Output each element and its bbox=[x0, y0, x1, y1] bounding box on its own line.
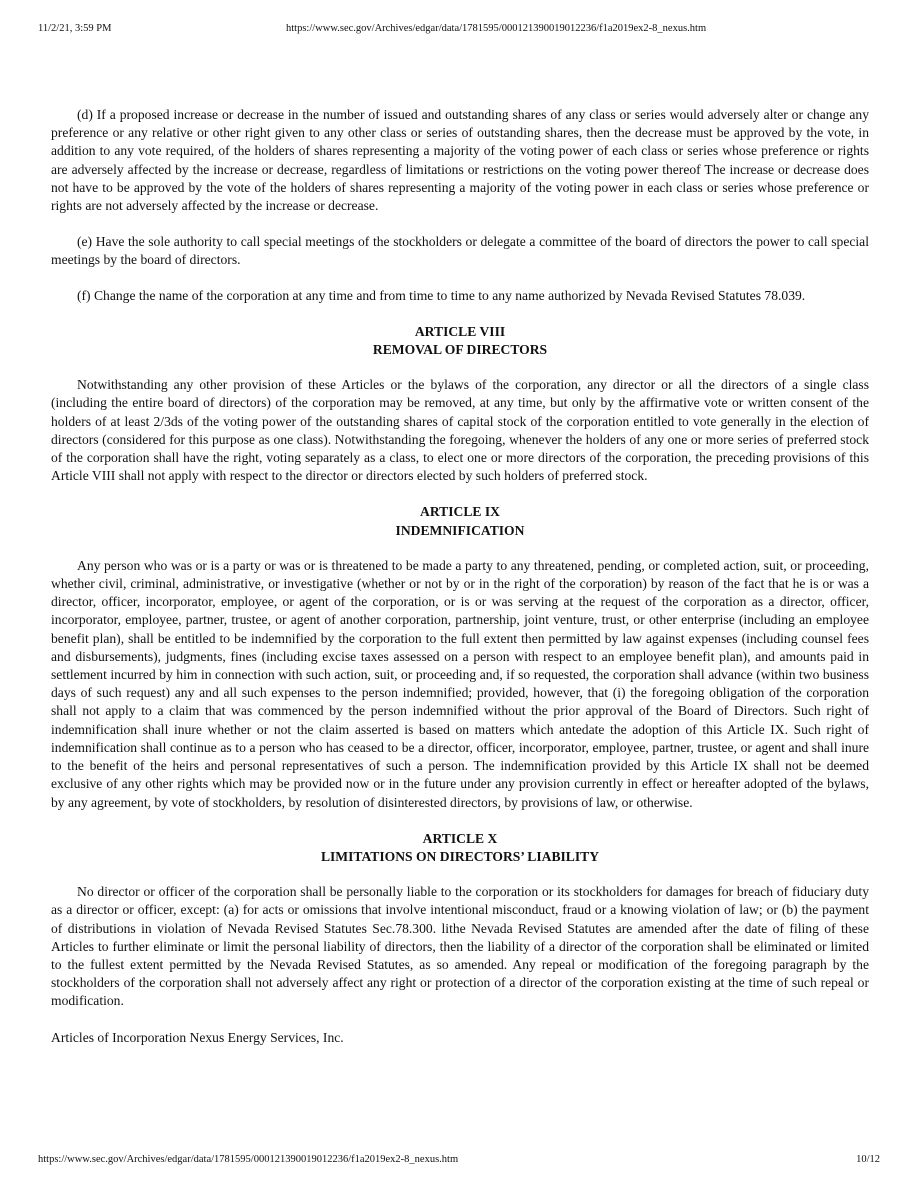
document-footer-text: Articles of Incorporation Nexus Energy Services, Inc. bbox=[51, 1029, 344, 1045]
article-x-body: No director or officer of the corporation shall be personally liable to the corporation or its stockholders for damages for breach of fiduciary duty as a director or officer, except: (a) for acts or omissions that involve intentional misconduct, fraud or a knowing violation of law; or (b) the payment of distributions in violation of Nevada Revised Statutes Sec.78.300. lithe Nevada Revised Statutes are amended after the date of filing of these Articles to further eliminate or limit the personal liability of directors, then the liability of a director of the corporation shall be eliminated or limited to the fullest extent permitted by the Nevada Revised Statutes, as so amended. Any repeal or modification of the foregoing paragraph by the stockholders of the corporation shall not adversely affect any right or protection of a director of the corporation existing at the time of such repeal or modification. bbox=[51, 884, 869, 1009]
paragraph-e: (e) Have the sole authority to call special meetings of the stockholders or delegate a committee of the board of directors the power to call special meetings by the board of directors. bbox=[51, 234, 869, 268]
article-viii-body: Notwithstanding any other provision of these Articles or the bylaws of the corporation, any director or all the directors of a single class (including the entire board of directors) of the corporation may be removed, at any time, but only by the affirmative vote or written consent of the holders of at least 2/3ds of the voting power of the outstanding shares of capital stock of the corporation entitled to vote generally in the election of directors (considered for this purpose as one class). Notwithstanding the foregoing, whenever the holders of any one or more series of preferred stock of the corporation shall have the right, voting separately as a class, to elect one or more directors of the corporation, the preceding provisions of this Article VIII shall not apply with respect to the director or directors elected by such holders of preferred stock. bbox=[51, 377, 869, 484]
article-x-heading bbox=[51, 830, 869, 866]
article-ix-body: Any person who was or is a party or was or is threatened to be made a party to any threatened, pending, or completed action, suit, or proceeding, whether civil, criminal, administrative, or investigative (whether or not by or in the right of the corporation) by reason of the fact that he is or was a director, officer, incorporator, employee, or agent of the corporation, or is or was serving at the request of the corporation as a director, officer, incorporator, employee, partner, trustee, or agent of another corporation, partnership, joint venture, trust, or other enterprise (including an employee benefit plan), shall be entitled to be indemnified by the corporation to the full extent then permitted by law against expenses (including counsel fees and disbursements), judgments, fines (including excise taxes assessed on a person with respect to an employee benefit plan), and amounts paid in settlement incurred by him in connection with such action, suit, or proceeding and, if so requested, the corporation shall advance (within two business days of such request) any and all such expenses to the person indemnified; provided, however, that (i) the foregoing obligation of the corporation shall not apply to a claim that was commenced by the person indemnified without the prior approval of the Board of Directors. Such right of indemnification shall inure whether or not the claim asserted is based on matters which antedate the adoption of this Article IX. Such right of indemnification shall continue as to a person who has ceased to be a director, officer, incorporator, employee, partner, trustee, or agent and shall inure to the benefit of the heirs and personal representatives of such a person. The indemnification provided by this Article IX shall not be deemed exclusive of any other rights which may be provided now or in the future under any provision currently in effect or hereafter adopted of the bylaws, by any agreement, by vote of stockholders, by resolution of disinterested directors, by provisions of law, or otherwise. bbox=[51, 557, 869, 810]
paragraph-f: (f) Change the name of the corporation at any time and from time to time to any name authorized by Nevada Revised Statutes 78.039. bbox=[77, 287, 806, 303]
print-footer bbox=[38, 1153, 880, 1167]
article-ix-heading bbox=[51, 503, 869, 539]
paragraph-d: (d) If a proposed increase or decrease in the number of issued and outstanding shares of any class or series would adversely alter or change any preference or any relative or other right given to any other class or series of outstanding shares, then the decrease must be approved by the vote, in addition to any vote required, of the holders of shares representing a majority of the voting power of each class or series whose preference or rights are adversely affected by the increase or decrease, regardless of limitations or restrictions on the voting power thereof The increase or decrease does not have to be approved by the vote of the holders of shares representing a majority of the voting power in each class or series whose preference or rights are not adversely affected by the increase or decrease. bbox=[51, 107, 869, 214]
article-title: LIMITATIONS ON DIRECTORS’ LIABILITY bbox=[320, 848, 600, 864]
article-number: ARTICLE X bbox=[422, 830, 498, 846]
article-title: REMOVAL OF DIRECTORS bbox=[372, 342, 548, 358]
article-title: INDEMNIFICATION bbox=[395, 522, 525, 538]
print-datetime: 11/2/21, 3:59 PM bbox=[38, 23, 112, 34]
print-header bbox=[38, 22, 880, 36]
print-header-url: https://www.sec.gov/Archives/edgar/data/1781595/000121390019012236/f1a2019ex2-8_nexus.htm bbox=[286, 23, 707, 34]
print-footer-url: https://www.sec.gov/Archives/edgar/data/1781595/000121390019012236/f1a2019ex2-8_nexus.htm bbox=[38, 1154, 459, 1165]
article-number: ARTICLE IX bbox=[420, 504, 500, 520]
page-number: 10/12 bbox=[856, 1154, 880, 1165]
document-content bbox=[51, 106, 869, 1047]
article-viii-heading bbox=[51, 323, 869, 359]
article-number: ARTICLE VIII bbox=[414, 323, 506, 339]
